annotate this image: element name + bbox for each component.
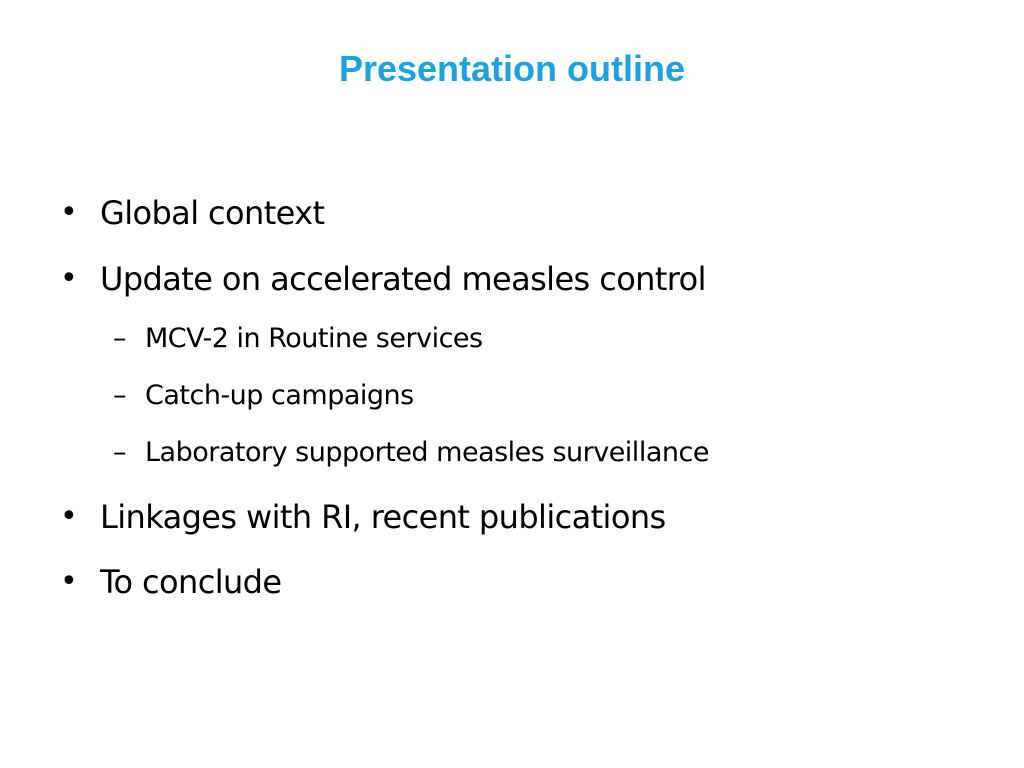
sub-bullet-text: Catch-up campaigns bbox=[145, 380, 414, 411]
bullet-marker: • bbox=[60, 564, 78, 599]
sub-bullet-text: MCV-2 in Routine services bbox=[145, 323, 483, 354]
bullet-text: Update on accelerated measles control bbox=[100, 260, 706, 298]
dash-marker: – bbox=[113, 380, 127, 411]
dash-marker: – bbox=[113, 437, 127, 468]
bullet-marker: • bbox=[60, 261, 78, 296]
dash-marker: – bbox=[113, 323, 127, 354]
slide-title: Presentation outline bbox=[338, 48, 686, 89]
bullet-marker: • bbox=[60, 195, 78, 230]
bullet-marker: • bbox=[60, 499, 78, 534]
sub-bullet-text: Laboratory supported measles surveillance bbox=[145, 437, 709, 468]
bullet-text: To conclude bbox=[100, 563, 282, 601]
bullet-text: Global context bbox=[100, 194, 325, 232]
bullet-text: Linkages with RI, recent publications bbox=[100, 498, 666, 536]
